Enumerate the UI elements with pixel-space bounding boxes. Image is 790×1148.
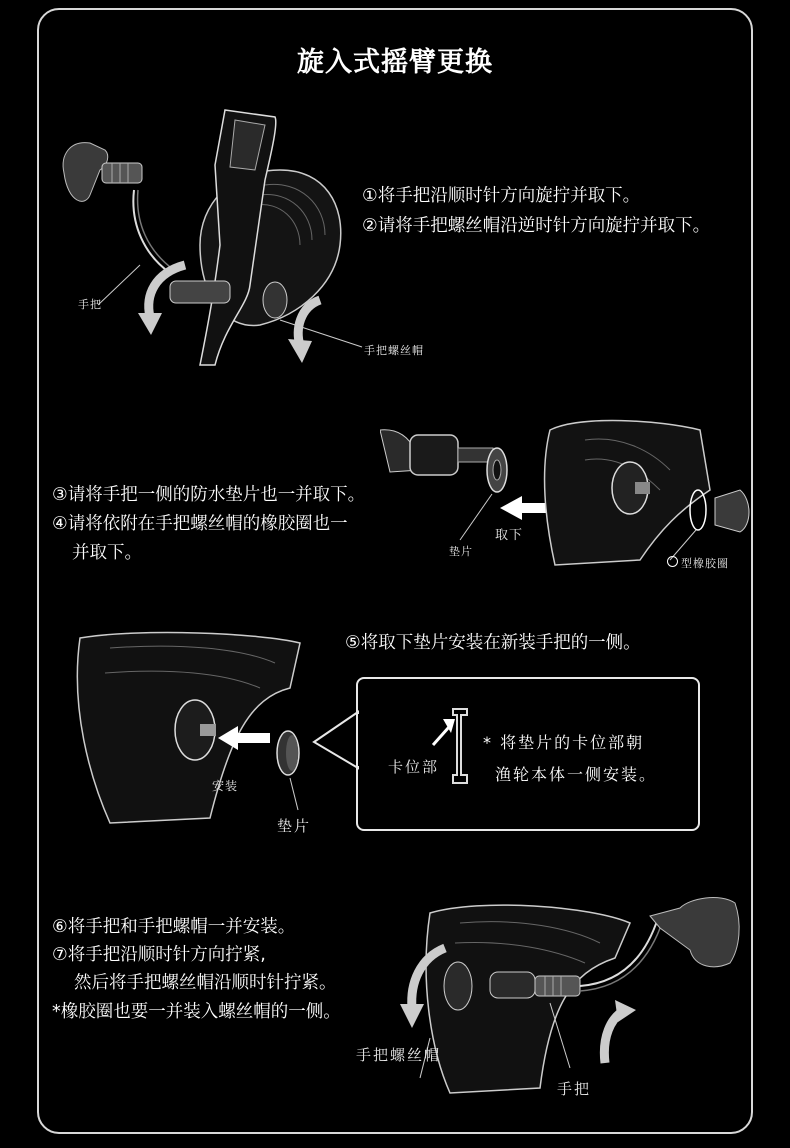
- reel-handle-removal-illustration: [50, 95, 370, 385]
- oring-icon: [667, 556, 678, 567]
- label-handle-cap-4: 手把螺丝帽: [356, 1046, 442, 1064]
- gasket-cross-section-icon: [425, 705, 485, 795]
- callout-box: [356, 677, 700, 831]
- page-title: 旋入式摇臂更换: [297, 47, 493, 78]
- step-4: ④请将依附在手把螺丝帽的橡胶圈也一: [52, 514, 348, 534]
- step-5: ⑤将取下垫片安装在新装手把的一侧。: [345, 633, 641, 653]
- step-note: *橡胶圈也要一并装入螺丝帽的一侧。: [52, 1002, 341, 1022]
- callout-note-2: 渔轮本体一侧安装。: [495, 765, 658, 784]
- gasket-install-illustration: [60, 628, 320, 828]
- step-3: ③请将手把一侧的防水垫片也一并取下。: [52, 485, 366, 505]
- step-2: ②请将手把螺丝帽沿逆时针方向旋拧并取下。: [362, 216, 711, 236]
- step-7: ⑦将手把沿顺时针方向拧紧,: [52, 945, 266, 965]
- label-oring: 型橡胶圈: [681, 557, 729, 570]
- step-4-cont: 并取下。: [72, 543, 142, 563]
- label-gasket-3: 垫片: [277, 817, 312, 835]
- label-tab: 卡位部: [388, 758, 440, 776]
- step-1: ①将手把沿顺时针方向旋拧并取下。: [362, 186, 641, 206]
- step-6: ⑥将手把和手把螺帽一并安装。: [52, 917, 296, 937]
- label-handle-4: 手把: [557, 1080, 592, 1098]
- label-install: 安装: [212, 779, 239, 793]
- callout-pointer: [312, 710, 362, 770]
- callout-note-1: * 将垫片的卡位部朝: [483, 733, 645, 752]
- step-7-cont: 然后将手把螺丝帽沿顺时针拧紧。: [74, 973, 337, 993]
- handle-install-illustration: [390, 888, 750, 1098]
- label-gasket-2: 垫片: [449, 545, 473, 558]
- label-handle-1: 手把: [78, 298, 102, 311]
- label-remove: 取下: [495, 528, 524, 543]
- label-handle-cap-1: 手把螺丝帽: [364, 344, 424, 357]
